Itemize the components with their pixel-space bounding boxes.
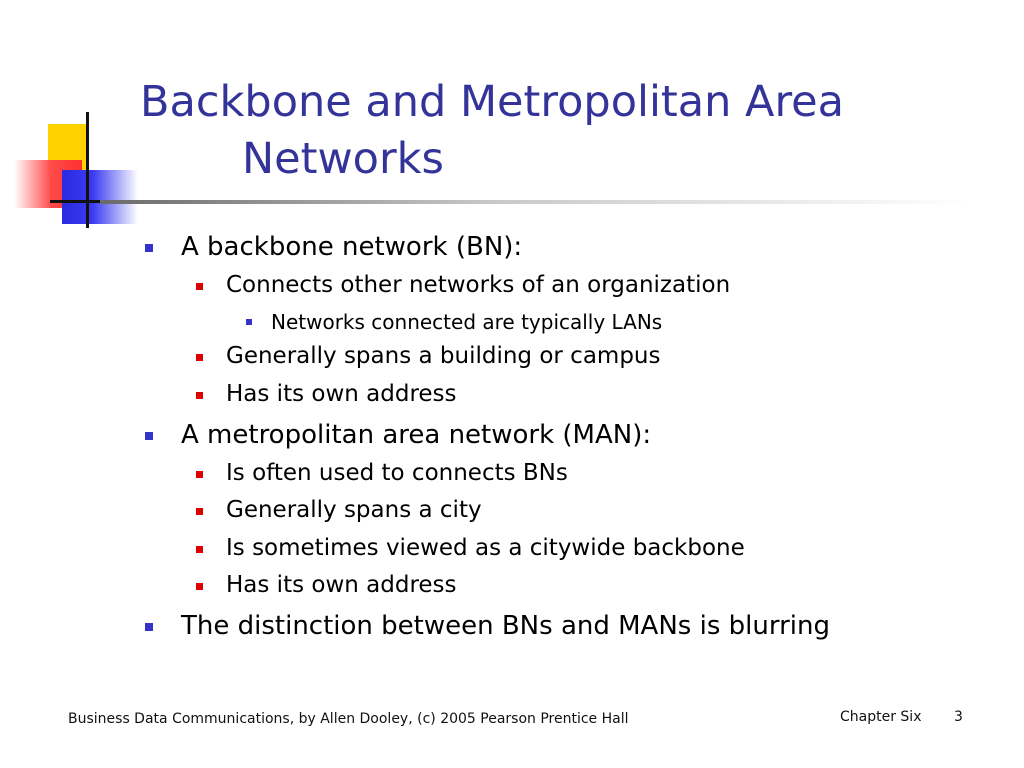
bullet-text: Generally spans a building or campus (226, 343, 661, 369)
bullet-text: Has its own address (226, 572, 457, 598)
blue-square-decoration (62, 170, 138, 224)
square-bullet-icon (196, 508, 203, 515)
footer-copyright: Business Data Communications, by Allen Dooley, (c) 2005 Pearson Prentice Hall (68, 711, 629, 727)
bullet-item (181, 420, 651, 450)
bullet-text: A backbone network (BN): (181, 232, 523, 262)
square-bullet-icon (196, 546, 203, 553)
square-bullet-icon (145, 623, 153, 631)
bullet-item (226, 343, 660, 369)
vertical-line-decoration (86, 112, 89, 228)
square-bullet-icon (196, 583, 203, 590)
bullet-item (226, 535, 745, 561)
slide-logo-decoration (0, 0, 160, 240)
footer-chapter: Chapter Six (840, 709, 922, 725)
bullet-text: Is often used to connects BNs (226, 460, 568, 486)
square-bullet-icon (196, 283, 203, 290)
title-underline-rule (100, 200, 970, 204)
bullet-item (226, 381, 457, 407)
bullet-text: Is sometimes viewed as a citywide backbone (226, 535, 745, 561)
bullet-text: A metropolitan area network (MAN): (181, 420, 652, 450)
slide-title (140, 74, 1000, 188)
bullet-item (226, 460, 568, 486)
bullet-text: Generally spans a city (226, 497, 482, 523)
bullet-item (181, 232, 522, 262)
bullet-item (226, 572, 457, 598)
bullet-item (181, 611, 830, 641)
square-bullet-icon (196, 471, 203, 478)
square-bullet-icon (246, 319, 252, 325)
bullet-text: Networks connected are typically LANs (271, 310, 663, 334)
square-bullet-icon (196, 354, 203, 361)
bullet-item (271, 310, 662, 334)
square-bullet-icon (145, 432, 153, 440)
slide-title-line-1: Backbone and Metropolitan Area (140, 77, 844, 127)
square-bullet-icon (145, 244, 153, 252)
bullet-item (226, 272, 730, 298)
bullet-item (226, 497, 482, 523)
horizontal-line-decoration (50, 200, 102, 203)
footer-page-number: 3 (954, 709, 963, 725)
slide-title-line-2: Networks (242, 134, 444, 184)
bullet-text: Has its own address (226, 381, 457, 407)
bullet-text: Connects other networks of an organization (226, 272, 731, 298)
bullet-text: The distinction between BNs and MANs is blurring (181, 611, 830, 641)
square-bullet-icon (196, 392, 203, 399)
